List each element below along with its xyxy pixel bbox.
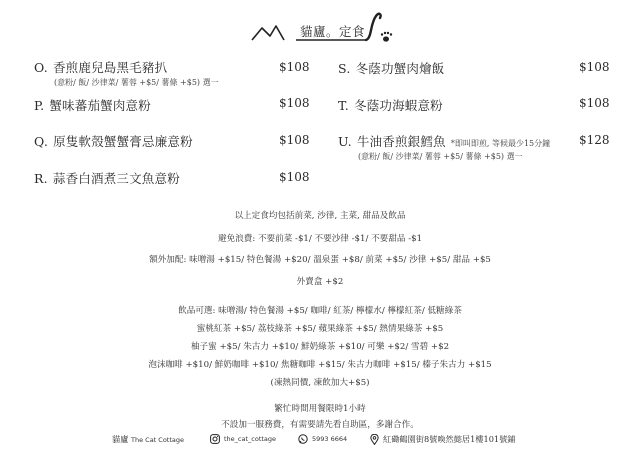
- menu-item-note: *即叫即煎, 等候最少15分鐘: [450, 139, 551, 148]
- menu-item-r: [34, 168, 180, 187]
- menu-item-o: [34, 57, 219, 88]
- menu-item-p: [34, 95, 151, 114]
- footer-phone[interactable]: [298, 434, 347, 444]
- menu-item-price: $108: [279, 96, 310, 110]
- menu-item-name: 牛油香煎銀鱈魚: [356, 134, 446, 149]
- menu-item-price: $108: [279, 133, 310, 147]
- whatsapp-icon: [298, 434, 308, 444]
- busy-hours-text: 繁忙時間用餐限時1小時: [274, 404, 366, 414]
- footer-instagram[interactable]: [210, 434, 276, 444]
- drinks-line: 泡沫咖啡 +$10/ 鮮奶咖啡 +$10/ 焦糖咖啡 +$15/ 朱古力咖啡 +$15/ 榛子朱古力 +$15: [148, 360, 492, 370]
- menu-item-name: 香煎鹿兒島黑毛豬扒: [52, 60, 168, 75]
- instagram-handle: the_cat_cottage: [224, 435, 277, 443]
- address-text: 紅磡鶴園街8號喚然懿居1樓101號鋪: [383, 434, 516, 444]
- phone-number: 5993 6664: [312, 435, 348, 443]
- footer-brand-zh: 貓廬: [112, 434, 129, 444]
- menu-item-price: $128: [579, 133, 610, 147]
- menu-item-price: $108: [579, 60, 610, 74]
- extra-addons-text: 額外加配: 味噌湯 +$15/ 特色餐湯 +$20/ 溫泉蛋 +$8/ 前菜 +$5/ 沙律 +$5/ 甜品 +$5: [149, 255, 491, 265]
- menu-item-code: R.: [34, 171, 48, 186]
- menu-item-u: [338, 131, 550, 162]
- menu-item-name: 蟹味蕃茄蟹肉意粉: [49, 98, 151, 113]
- drinks-line: 柚子蜜 +$5/ 朱古力 +$10/ 鮮奶綠茶 +$10/ 可樂 +$2/ 雪碧 +$2: [190, 342, 450, 352]
- menu-item-code: O.: [34, 60, 48, 75]
- drinks-line: 蜜桃紅茶 +$5/ 荔枝綠茶 +$5/ 蘋果綠茶 +$5/ 熱情果綠茶 +$5: [196, 324, 444, 334]
- menu-item-code: Q.: [34, 134, 48, 149]
- menu-item-code: P.: [34, 98, 45, 113]
- instagram-icon: [210, 434, 220, 444]
- menu-item-name: 蒜香白酒煮三文魚意粉: [52, 171, 180, 186]
- menu-item-code: T.: [338, 98, 349, 113]
- footer-address[interactable]: [370, 434, 515, 445]
- takeaway-box-text: 外賣盒 +$2: [296, 277, 344, 287]
- menu-item-price: $108: [279, 60, 310, 74]
- menu-item-s: [338, 58, 445, 77]
- location-pin-icon: [370, 434, 379, 445]
- set-includes-text: 以上定食均包括前菜, 沙律, 主菜, 甜品及飲品: [234, 211, 406, 221]
- menu-item-q: [34, 131, 193, 150]
- menu-item-price: $108: [579, 96, 610, 110]
- logo: [248, 6, 398, 46]
- footer-brand: [112, 434, 184, 445]
- menu-item-name: 冬蔭功蟹肉燴飯: [355, 61, 445, 76]
- menu-item-code: S.: [338, 61, 351, 76]
- avoid-waste-text: 避免浪費: 不要前菜 -$1/ 不要沙律 -$1/ 不要甜品 -$1: [217, 234, 423, 244]
- service-charge-text: 不設加一服務費，有需要請先看自助區，多謝合作。: [221, 420, 419, 430]
- logo-text: 貓廬。定食: [300, 24, 366, 39]
- menu-item-code: U.: [338, 134, 352, 149]
- menu-item-name: 冬蔭功海蝦意粉: [353, 98, 443, 113]
- drinks-line: 飲品可選: 味噌湯/ 特色餐湯 +$5/ 咖啡/ 紅茶/ 檸檬水/ 檸檬紅茶/ 低糖綠茶: [178, 306, 462, 316]
- menu-item-name: 原隻軟殼蟹蟹膏忌廉意粉: [53, 134, 193, 149]
- menu-item-options: (意粉/ 飯/ 沙律菜/ 薯蓉 +$5/ 薯條 +$5) 選一: [358, 152, 523, 161]
- menu-item-price: $108: [279, 170, 310, 184]
- menu-item-options: (意粉/ 飯/ 沙律菜/ 薯蓉 +$5/ 薯條 +$5) 選一: [54, 78, 219, 87]
- menu-item-t: [338, 95, 443, 114]
- drinks-note: (凍熱同價, 凍飲加大+$5): [270, 378, 370, 388]
- footer-brand-en: The Cat Cottage: [131, 435, 185, 444]
